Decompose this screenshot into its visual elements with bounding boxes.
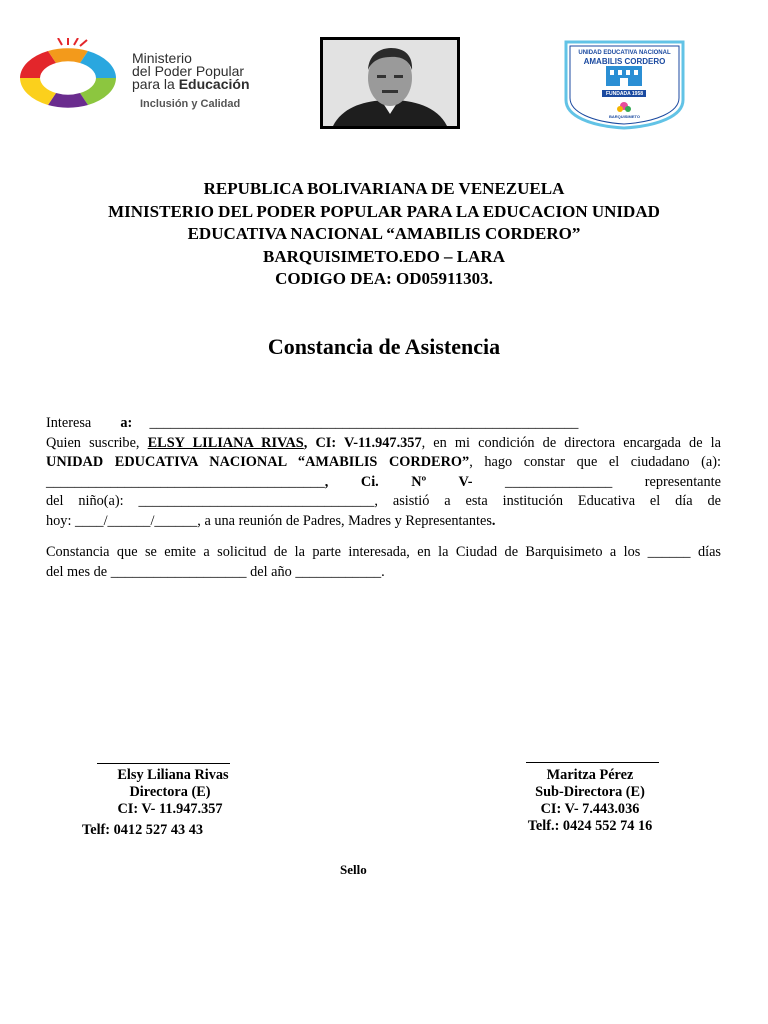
signature-line-left bbox=[97, 763, 230, 764]
left-signer-role: Directora (E) bbox=[129, 784, 211, 800]
left-signer-phone: Telf: 0412 527 43 43 bbox=[82, 822, 203, 838]
condicion-text: , en mi condición de directora encargada de la bbox=[421, 434, 721, 451]
p1-line-5 bbox=[46, 492, 721, 512]
left-signer-name: Elsy Liliana Rivas bbox=[117, 767, 229, 783]
fecha-text: hoy: ____/______/______, a una reunión de Padres, Madres y Representantes bbox=[46, 512, 492, 529]
fecha-dot: . bbox=[491, 512, 496, 529]
ci-v-label: , Ci. Nº V- bbox=[324, 473, 473, 490]
document-title: Constancia de Asistencia bbox=[267, 334, 501, 359]
school-logo-line1: UNIDAD EDUCATIVA NACIONAL bbox=[578, 50, 671, 56]
ciudadano-blank: _______________________________________ bbox=[46, 473, 325, 490]
interesa-blank: ____________________________________________________________ bbox=[149, 415, 579, 431]
hago-constar: , hago constar que el ciudadano (a): bbox=[469, 454, 721, 470]
nino-blank: _________________________________ bbox=[138, 493, 375, 509]
header-line-4: BARQUISIMETO.EDO – LARA bbox=[263, 246, 505, 266]
ministry-line3-bold: Educación bbox=[178, 76, 250, 92]
school-logo-line4: BARQUISIMETO bbox=[608, 114, 641, 119]
p1-line-6 bbox=[46, 512, 721, 532]
signature-left bbox=[70, 767, 270, 818]
ministry-line2: del Poder Popular bbox=[132, 63, 245, 79]
right-signer-role: Sub-Directora (E) bbox=[535, 784, 645, 800]
p1-line-3 bbox=[46, 453, 721, 473]
ci-blank: _______________ bbox=[505, 473, 613, 490]
portrait-icon bbox=[323, 40, 457, 126]
p1-line-1 bbox=[46, 414, 721, 434]
school-logo-line3: FUNDADA 1958 bbox=[605, 91, 644, 97]
nino-label: del niño(a): bbox=[46, 493, 124, 509]
asistio-text: , asistió a esta institución Educativa el día de bbox=[374, 493, 721, 509]
ministry-line3: para la bbox=[132, 76, 179, 92]
school-logo bbox=[562, 38, 687, 130]
p1-line-4 bbox=[46, 473, 721, 493]
header-line-1: REPUBLICA BOLIVARIANA DE VENEZUELA bbox=[203, 179, 565, 198]
ministry-rainbow-icon bbox=[16, 38, 126, 116]
header-line-2: MINISTERIO DEL PODER POPULAR PARA LA EDUCACION UNIDAD bbox=[108, 201, 660, 221]
school-name: UNIDAD EDUCATIVA NACIONAL “AMABILIS CORDERO” bbox=[46, 454, 470, 470]
director-name-underlined: ELSY LILIANA RIVAS bbox=[147, 434, 304, 451]
ministry-line1: Ministerio bbox=[132, 50, 192, 66]
ci-label: , CI: bbox=[303, 434, 345, 451]
representante-text: representante bbox=[644, 473, 721, 490]
right-signer-ci: CI: V- 7.443.036 bbox=[540, 801, 640, 817]
body-paragraph-1 bbox=[46, 414, 721, 531]
header-line-5: CODIGO DEA: OD05911303. bbox=[275, 269, 493, 288]
school-logo-line2: AMABILIS CORDERO bbox=[583, 57, 666, 66]
right-signer-name: Maritza Pérez bbox=[546, 767, 634, 783]
signature-line-right bbox=[526, 762, 659, 763]
right-signer-phone: Telf.: 0424 552 74 16 bbox=[527, 818, 653, 834]
quien-suscribe: Quien suscribe, bbox=[46, 434, 148, 451]
p2-line-1: Constancia que se emite a solicitud de la parte interesada, en la Ciudad de Barquisimeto a los ______ días bbox=[46, 544, 721, 560]
left-signer-ci: CI: V- 11.947.357 bbox=[117, 801, 223, 817]
signature-right bbox=[490, 767, 690, 835]
interesa-label: Interesa bbox=[46, 415, 92, 431]
body-paragraph-2 bbox=[46, 543, 721, 582]
portrait-photo bbox=[320, 37, 460, 129]
p1-line-2 bbox=[46, 434, 721, 454]
stamp-label: Sello bbox=[340, 862, 367, 877]
header-line-3: EDUCATIVA NACIONAL “AMABILIS CORDERO” bbox=[187, 224, 581, 243]
ministry-logo bbox=[16, 38, 281, 116]
p2-line-2: del mes de ___________________ del año ____________. bbox=[46, 563, 385, 580]
document-header bbox=[40, 178, 728, 291]
interesa-a: a: bbox=[120, 415, 133, 431]
ministry-tagline: Inclusión y Calidad bbox=[140, 98, 241, 110]
ci-number: V-11.947.357 bbox=[344, 434, 422, 451]
ministry-name bbox=[132, 52, 250, 91]
